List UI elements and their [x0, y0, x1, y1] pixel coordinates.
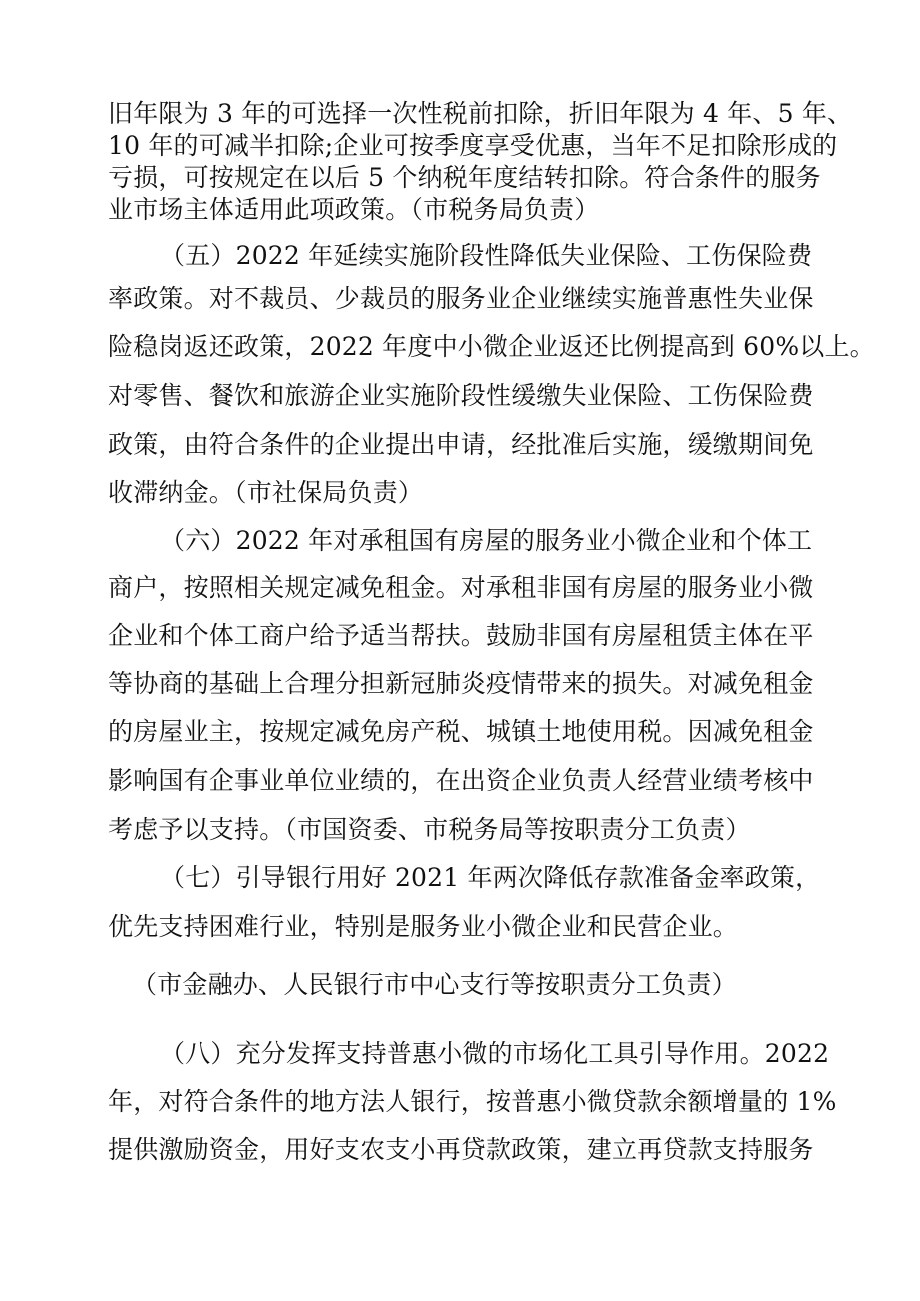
text-line: 企业和个体工商户给予适当帮扶。鼓励非国有房屋租赁主体在平 — [108, 621, 814, 650]
text-line: 亏损，可按规定在以后 5 个纳税年度结转扣除。符合条件的服务 — [108, 163, 821, 192]
text-line: 对零售、餐饮和旅游企业实施阶段性缓缴失业保险、工伤保险费 — [108, 381, 814, 410]
paragraph-first-line: （五）2022 年延续实施阶段性降低失业保险、工伤保险费 — [160, 241, 813, 270]
paragraph-first-line: （八）充分发挥支持普惠小微的市场化工具引导作用。2022 — [160, 1039, 830, 1068]
text-line: 收滞纳金。（市社保局负责） — [108, 478, 424, 507]
text-line: 10 年的可减半扣除;企业可按季度享受优惠，当年不足扣除形成的 — [108, 131, 838, 160]
text-line: 考虑予以支持。（市国资委、市税务局等按职责分工负责） — [108, 815, 751, 844]
text-line: 提供激励资金，用好支农支小再贷款政策，建立再贷款支持服务 — [108, 1135, 814, 1164]
text-line: 优先支持困难行业，特别是服务业小微企业和民营企业。 — [108, 912, 739, 941]
paragraph-first-line: （七）引导银行用好 2021 年两次降低存款准备金率政策， — [160, 863, 821, 892]
text-line: 年，对符合条件的地方法人银行，按普惠小微贷款余额增量的 1% — [108, 1087, 837, 1116]
text-line: 的房屋业主，按规定减免房产税、城镇土地使用税。因减免租金 — [108, 717, 814, 746]
text-line: 业市场主体适用此项政策。（市税务局负责） — [108, 195, 600, 224]
text-line: 旧年限为 3 年的可选择一次性税前扣除，折旧年限为 4 年、5 年、 — [108, 99, 853, 128]
text-line: 险稳岗返还政策，2022 年度中小微企业返还比例提高到 60%以上。 — [108, 332, 875, 361]
text-line: 率政策。对不裁员、少裁员的服务业企业继续实施普惠性失业保 — [108, 284, 814, 313]
text-line: 商户，按照相关规定减免租金。对承租非国有房屋的服务业小微 — [108, 573, 814, 602]
text-line: 等协商的基础上合理分担新冠肺炎疫情带来的损失。对减免租金 — [108, 669, 814, 698]
text-line: 影响国有企事业单位业绩的，在出资企业负责人经营业绩考核中 — [108, 766, 814, 795]
paragraph-first-line: （六）2022 年对承租国有房屋的服务业小微企业和个体工 — [160, 526, 813, 555]
text-line: 政策，由符合条件的企业提出申请，经批准后实施，缓缴期间免 — [108, 430, 814, 459]
text-line: （市金融办、人民银行市中心支行等按职责分工负责） — [132, 970, 737, 999]
